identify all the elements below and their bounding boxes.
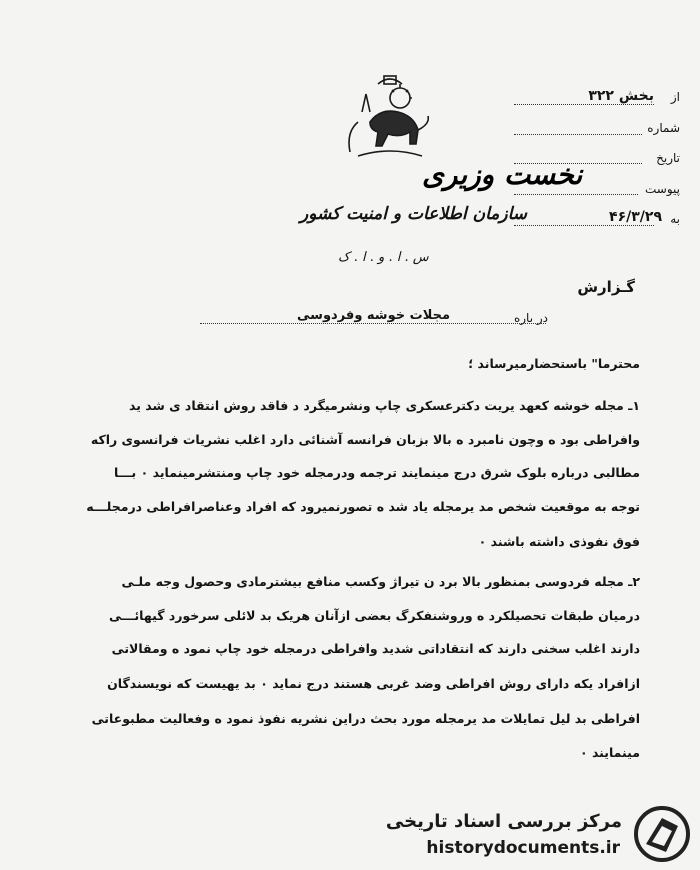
from-line bbox=[514, 103, 654, 105]
from-value: بخش ۳۲۲ bbox=[588, 88, 654, 104]
body-line: ازافراد یکه دارای روش افراطی وضد غربی هستند درج نماید ۰ بد یهیست که نویسندگان bbox=[107, 676, 640, 691]
lion-and-sun-emblem-icon bbox=[340, 72, 440, 164]
subject-value: مجلات خوشه وفردوسی bbox=[297, 308, 450, 323]
to-label: به bbox=[670, 212, 680, 226]
body-line: مطالبی درباره بلوک شرق درج مینمایند ترجمه ودرمجله خود چاپ ومنتشرمینماید ۰ بـــا bbox=[114, 465, 640, 480]
date-line bbox=[514, 162, 642, 164]
body-line: ۲ـ مجله فردوسی بمنظور بالا برد ن تیراژ وکسب منافع بیشترمادی وحصول وجه ملـی bbox=[121, 574, 640, 589]
org-title bbox=[310, 152, 583, 192]
number-label: شماره bbox=[647, 121, 680, 135]
body-line: وافراطی بود ه وچون نامبرد ه بالا بزبان فرانسه آشنائی دارد اغلب نشریات فرانسوی راکه bbox=[90, 432, 640, 447]
archive-logo-icon bbox=[632, 804, 694, 864]
org-code: س . ا . و . ا . ک bbox=[338, 250, 429, 265]
subject-label: در باره bbox=[513, 311, 548, 325]
number-line bbox=[514, 133, 642, 135]
date-label: تاریخ bbox=[656, 151, 680, 165]
body-line: مینمایند ۰ bbox=[579, 745, 640, 760]
org-title-text: نخست وزیری bbox=[422, 158, 583, 191]
to-value: ۴۶/۳/۲۹ bbox=[609, 209, 662, 225]
body-line: محترما" باستحضارمیرساند ؛ bbox=[468, 356, 640, 371]
body-line: توجه به موقعیت شخص مد یرمجله یاد شد ه تصورنمیرود که افراد وعناصرافراطی درمجلـــه bbox=[86, 499, 640, 514]
body-line: فوق نفوذی داشته باشند ۰ bbox=[478, 534, 640, 549]
org-subtitle: سازمان اطلاعات و امنیت کشور bbox=[300, 204, 528, 224]
watermark-url[interactable]: historydocuments.ir bbox=[426, 838, 620, 858]
from-label: از bbox=[670, 90, 680, 104]
body-line: ۱ـ مجله خوشه کعهد یریت دکترعسکری چاپ ونشرمیگرد د فاقد روش انتقاد ی شد ید bbox=[128, 398, 640, 413]
watermark-name: مرکز بررسی اسناد تاریخی bbox=[385, 811, 622, 832]
body-line: درمیان طبقات تحصیلکرد ه وروشنفکرگ بعضی ازآنان هریک بد لائلی سرخورد گیهائـــی bbox=[109, 608, 640, 623]
body-line: دارند اغلب سخنی دارند که انتقاداتی شدید وافراطی درمجله خود چاپ نمود ه ومقالاتی bbox=[111, 641, 640, 656]
report-title: گـزارش bbox=[577, 278, 635, 296]
body-line: افراطی بد لیل تمایلات مد یرمجله مورد بحث دراین نشریه نفوذ نمود ه وفعالیت مطبوعاتی bbox=[91, 711, 640, 726]
subject-line bbox=[200, 323, 546, 324]
attachment-line bbox=[514, 193, 638, 195]
to-line bbox=[514, 224, 654, 226]
attachment-label: پیوست bbox=[645, 182, 680, 196]
